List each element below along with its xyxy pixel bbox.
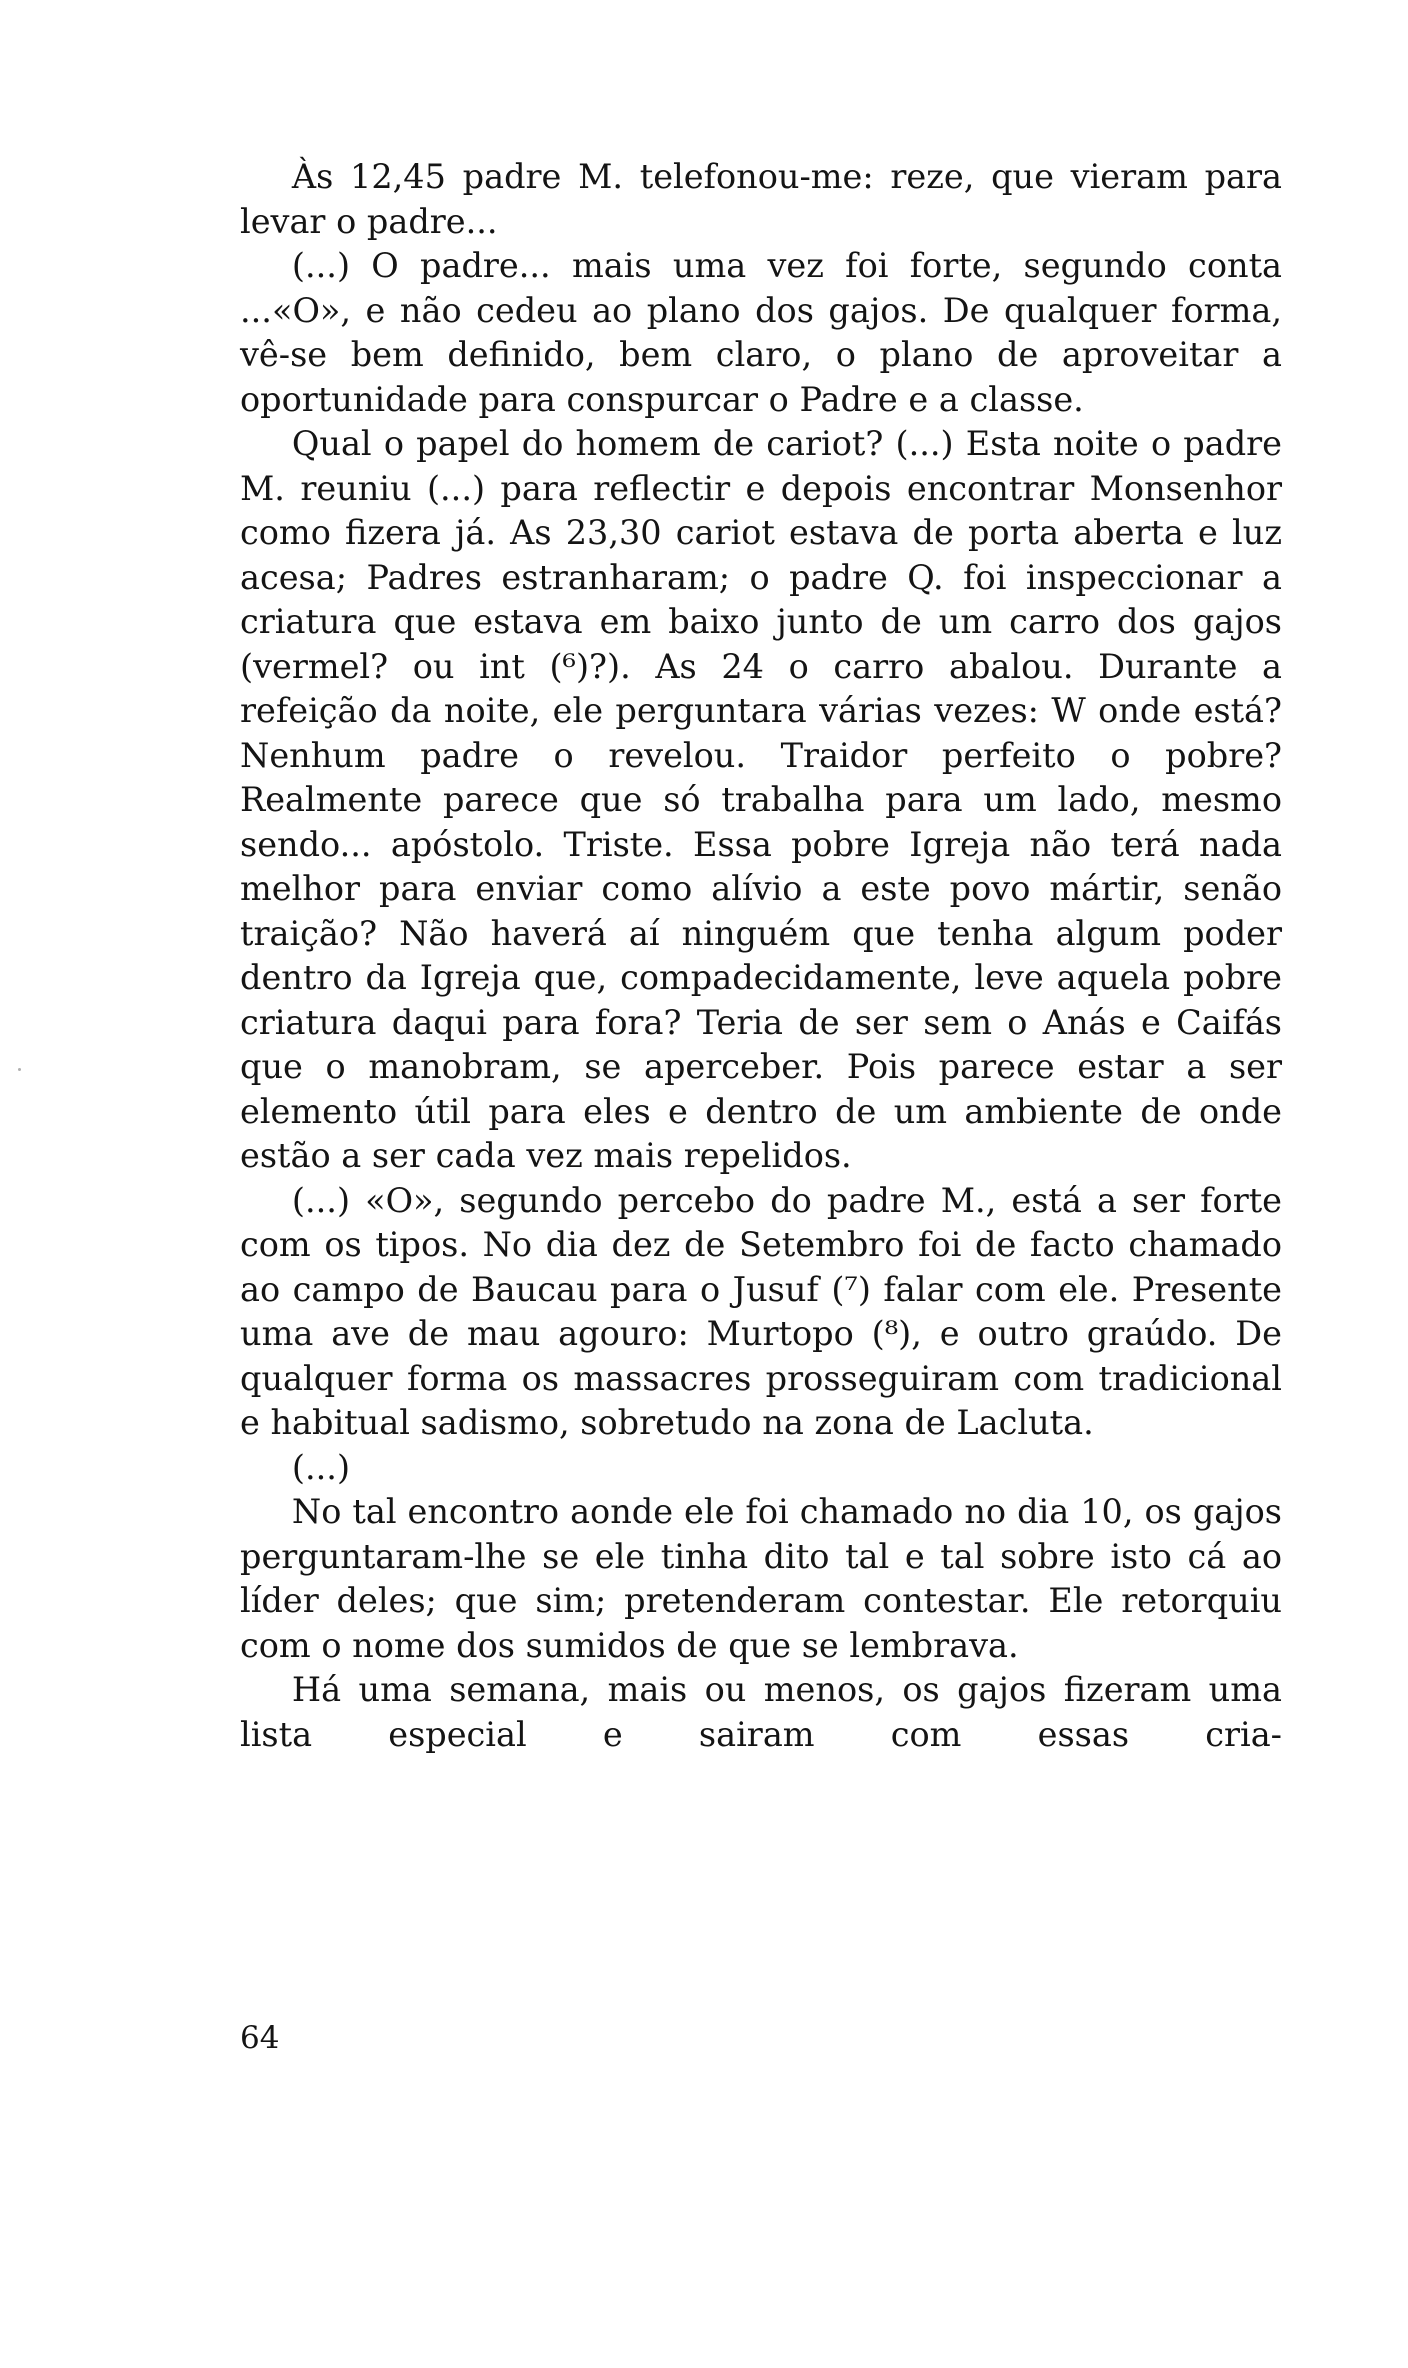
paragraph-7: Há uma semana, mais ou menos, os gajos fizeram uma lista especial e sairam com essas cria- [240, 1670, 1282, 1754]
paragraph-3: Qual o papel do homem de cariot? (...) Esta noite o padre M. reuniu (...) para reflectir e depois encontrar Monsenhor como fizera já. As 23,30 cariot estava de porta aberta e luz acesa; Padres estranharam; o padre Q. foi inspeccionar a criatura que estava em baixo junto de um carro dos gajos (vermel? ou int (⁶)?). As 24 o carro abalou. Durante a refeição da noite, ele perguntara várias vezes: W onde está? Nenhum padre o revelou. Traidor perfeito o pobre? Realmente parece que só trabalha para um lado, mesmo sendo... apóstolo. Triste. Essa pobre Igreja não terá nada melhor para enviar como alívio a este povo mártir, senão traição? Não haverá aí ninguém que tenha algum poder dentro da Igreja que, compadecidamente, leve aquela pobre criatura daqui para fora? Teria de ser sem o Anás e Caifás que o manobram, se aperceber. Pois parece estar a ser elemento útil para eles e dentro de um ambiente de onde estão a ser cada vez mais repelidos. [240, 424, 1282, 1175]
paragraph-5: (...) [291, 1447, 351, 1487]
paragraph-1: Às 12,45 padre M. telefonou-me: reze, que vieram para levar o padre... [240, 157, 1282, 241]
paragraph-4: (...) «O», segundo percebo do padre M., está a ser forte com os tipos. No dia dez de Setembro foi de facto chamado ao campo de Baucau para o Jusuf (⁷) falar com ele. Presente uma ave de mau agouro: Murtopo (⁸), e outro graúdo. De qualquer forma os massacres prosseguiram com tradicional e habitual sadismo, sobretudo na zona de Lacluta. [240, 1180, 1282, 1442]
paragraph-6: No tal encontro aonde ele foi chamado no dia 10, os gajos perguntaram-lhe se ele tinha dito tal e tal sobre isto cá ao líder deles; que sim; pretenderam contestar. Ele retorquiu com o nome dos sumidos de que se lembrava. [240, 1492, 1282, 1665]
page-number: 64 [240, 2020, 280, 2056]
margin-speck [18, 1068, 21, 1071]
body-text [240, 155, 1282, 1757]
paragraph-2: (...) O padre... mais uma vez foi forte, segundo conta ...«O», e não cedeu ao plano dos gajos. De qualquer forma, vê-se bem definido, bem claro, o plano de aproveitar a oportunidade para conspurcar o Padre e a classe. [240, 246, 1282, 419]
